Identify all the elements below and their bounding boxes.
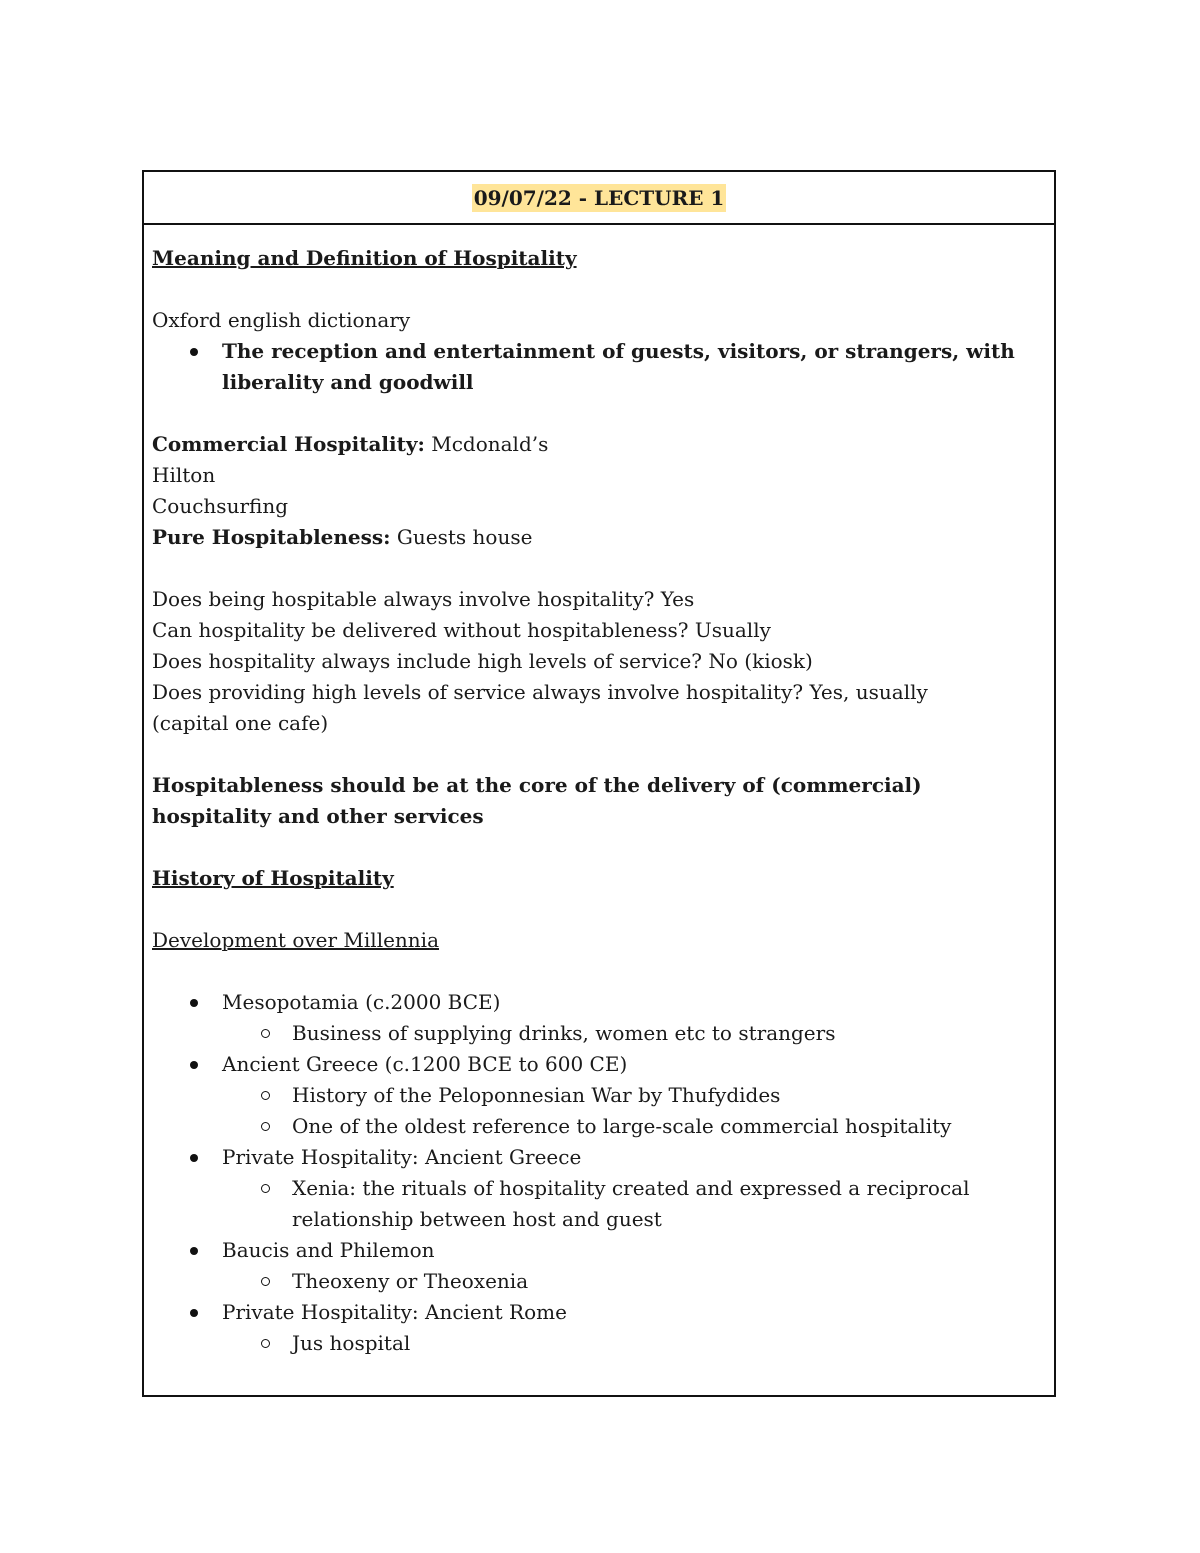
- history-item-text: Mesopotamia (c.2000 BCE): [222, 990, 501, 1014]
- sub-list-item: [292, 1173, 1046, 1235]
- question-line: Does hospitality always include high levels of service? No (kiosk): [152, 649, 813, 673]
- sub-list: [222, 1173, 1046, 1235]
- hollow-bullet-icon: [261, 1339, 270, 1348]
- list-item: [222, 1142, 1046, 1235]
- sub-item-text: Jus hospital: [292, 1331, 411, 1355]
- commercial-item: Hilton: [152, 463, 216, 487]
- subheading-development: Development over Millennia: [152, 928, 440, 952]
- sub-item-text: Business of supplying drinks, women etc to strangers: [292, 1021, 836, 1045]
- history-item-text: Private Hospitality: Ancient Greece: [222, 1145, 582, 1169]
- section-heading-history: History of Hospitality: [152, 866, 394, 890]
- bullet-icon: [190, 1154, 198, 1162]
- sub-item-text: History of the Peloponnesian War by Thufydides: [292, 1083, 781, 1107]
- hollow-bullet-icon: [261, 1029, 270, 1038]
- history-item-text: Baucis and Philemon: [222, 1238, 435, 1262]
- core-statement: Hospitableness should be at the core of the delivery of (commercial) hospitality and other services: [152, 773, 922, 828]
- bullet-icon: [190, 1061, 198, 1069]
- definition-list: [152, 336, 1046, 398]
- bullet-icon: [190, 999, 198, 1007]
- sub-list-item: [292, 1328, 1046, 1359]
- list-item: [222, 1049, 1046, 1142]
- source-text: Oxford english dictionary: [152, 308, 411, 332]
- commercial-item: Couchsurfing: [152, 494, 289, 518]
- pure-label: Pure Hospitableness:: [152, 525, 391, 549]
- history-list: [152, 987, 1046, 1359]
- hollow-bullet-icon: [261, 1091, 270, 1100]
- question-line: Can hospitality be delivered without hospitableness? Usually: [152, 618, 771, 642]
- history-item-text: Private Hospitality: Ancient Rome: [222, 1300, 567, 1324]
- history-item-text: Ancient Greece (c.1200 BCE to 600 CE): [222, 1052, 628, 1076]
- lecture-title: 09/07/22 - LECTURE 1: [473, 185, 725, 210]
- sub-list-item: [292, 1080, 1046, 1111]
- sub-list: [222, 1266, 1046, 1297]
- bullet-icon: [190, 348, 198, 356]
- list-item: [222, 1235, 1046, 1297]
- hollow-bullet-icon: [261, 1184, 270, 1193]
- definition-text: The reception and entertainment of guests, visitors, or strangers, with liberality and goodwill: [222, 339, 1015, 394]
- sub-list-item: [292, 1018, 1046, 1049]
- sub-item-text: One of the oldest reference to large-scale commercial hospitality: [292, 1114, 952, 1138]
- question-line: Does providing high levels of service always involve hospitality? Yes, usually (capital one cafe): [152, 680, 928, 735]
- commercial-label: Commercial Hospitality:: [152, 432, 425, 456]
- bullet-icon: [190, 1309, 198, 1317]
- pure-value: Guests house: [390, 525, 533, 549]
- list-item: [222, 1297, 1046, 1359]
- list-item: [222, 336, 1046, 398]
- sub-item-text: Xenia: the rituals of hospitality created and expressed a reciprocal relationship between host and guest: [292, 1176, 970, 1231]
- pure-hospitableness-line: [152, 522, 1046, 553]
- section-heading-meaning: Meaning and Definition of Hospitality: [152, 246, 577, 270]
- sub-item-text: Theoxeny or Theoxenia: [292, 1269, 529, 1293]
- hollow-bullet-icon: [261, 1122, 270, 1131]
- hollow-bullet-icon: [261, 1277, 270, 1286]
- question-line: Does being hospitable always involve hospitality? Yes: [152, 587, 695, 611]
- table-header-cell: [144, 172, 1054, 225]
- notes-table: [142, 170, 1056, 1397]
- sub-list: [222, 1018, 1046, 1049]
- commercial-value: Mcdonald’s: [424, 432, 549, 456]
- sub-list-item: [292, 1111, 1046, 1142]
- list-item: [222, 987, 1046, 1049]
- sub-list: [222, 1328, 1046, 1359]
- sub-list: [222, 1080, 1046, 1142]
- sub-list-item: [292, 1266, 1046, 1297]
- commercial-hospitality-line: [152, 429, 1046, 460]
- bullet-icon: [190, 1247, 198, 1255]
- notes-content: [144, 225, 1054, 1359]
